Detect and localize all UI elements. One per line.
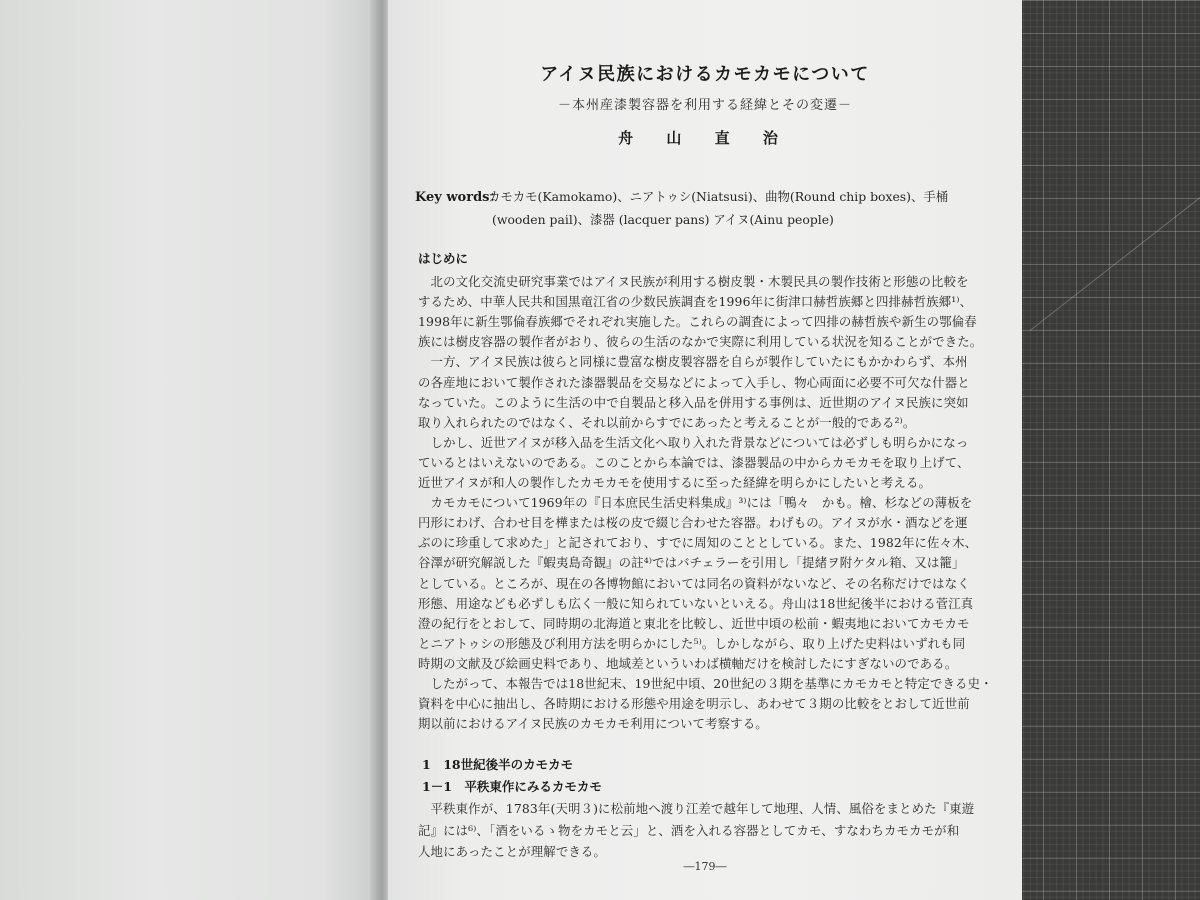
body-text-line: カモカモについて1969年の『日本庶民生活史料集成』³⁾には「鴨々 かも。檜、杉などの薄板を: [418, 495, 973, 511]
article-author: 舟 山 直 治: [618, 129, 792, 147]
body-text-line: 族には樹皮容器の製作者がおり、彼らの生活のなかで実際に利用している状況を知ることができた。: [418, 334, 983, 350]
body-text-line: 期以前におけるアイヌ民族のカモカモ利用について考察する。: [418, 716, 768, 732]
body-text-line: とニアトゥシの形態及び利用方法を明らかにした⁵⁾。しかしながら、取り上げた史料はいずれも同: [418, 635, 966, 651]
body-text-line: の各産地において製作された漆器製品を交易などによって入手し、物心両面に必要不可欠な什器と: [418, 374, 970, 390]
body-text-line: しかし、近世アイヌが移入品を生活文化へ取り入れた背景などについては必ずしも明らかになっ: [418, 434, 969, 450]
body-text-line: 取り入れられたのではなく、それ以前からすでにあったと考えることが一般的である²⁾。: [418, 414, 916, 430]
body-text-line: 時期の文献及び絵画史料であり、地域差といういわば横軸だけを検討したにすぎないのである。: [418, 655, 958, 671]
body-text-line: 谷澤が研究解説した『蝦夷島奇観』の註⁴⁾ではバチェラーを引用し「提緒ヲ附ケタル箱、又は籠」: [418, 555, 965, 571]
body-text-line: 資料を中心に抽出し、各時期における形態や用途を明示し、あわせて３期の比較をとおして近世前: [418, 696, 970, 712]
body-text-line: 一方、アイヌ民族は彼らと同様に豊富な樹皮製容器を自らが製作していたにもかかわらず、本州: [418, 354, 968, 370]
body-text-line: するため、中華人民共和国黒竜江省の少数民族調査を1996年に街津口赫哲族郷と四排赫哲族郷¹⁾、: [418, 294, 973, 310]
section-1-heading: 1 18世紀後半のカモカモ: [422, 757, 574, 772]
article-title: アイヌ民族におけるカモカモについて: [540, 64, 870, 85]
article-page: [388, 0, 1022, 900]
intro-heading: はじめに: [418, 251, 469, 266]
section-1-1-heading: 1－1 平秩東作にみるカモカモ: [422, 779, 602, 794]
article-subtitle: －本州産漆製容器を利用する経緯とその変遷－: [557, 98, 852, 113]
body-text-line: 形態、用途なども必ずしも広く一般に知られていないといえる。舟山は18世紀後半における菅江真: [418, 595, 974, 611]
keywords-line-2: (wooden pail)、漆器 (lacquer pans) アイヌ(Ainu people): [492, 212, 834, 227]
cutting-mat-guide-line: [1010, 0, 1200, 900]
body-text-line: ているとはいえないのである。このことから本論では、漆器製品の中からカモカモを取り上げて、: [418, 454, 970, 470]
body-text-line: 円形にわげ、合わせ目を樺または桜の皮で綴じ合わせた容器。わげもの。アイヌが水・酒などを運: [418, 515, 968, 531]
body-text-line: ぶのに珍重して求めた」と記されており、すでに周知のこととしている。また、1982年に佐々木、: [418, 535, 978, 551]
body-text-line: 近世アイヌが和人の製作したカモカモを使用するに至った経緯を明らかにしたいと考える。: [418, 475, 932, 490]
keywords-label: Key words：: [415, 190, 503, 205]
page-number: ―179―: [683, 860, 727, 873]
body-text-line: したがって、本報告では18世紀末、19世紀中頃、20世紀の３期を基準にカモカモと特定できる史・: [418, 676, 993, 691]
body-text-line: 1998年に新生鄂倫春族郷でそれぞれ実施した。これらの調査によって四排の赫哲族や新生の鄂倫春: [418, 314, 977, 330]
left-page-blank: [0, 0, 380, 900]
body-text-line: 人地にあったことが理解できる。: [418, 844, 606, 859]
body-text-line: 澄の紀行をとおして、同時期の北海道と東北を比較し、近世中頃の松前・蝦夷地においてカモカモ: [418, 615, 970, 631]
body-text-line: 記』には⁶⁾、「酒をいるゝ物をカモと云」と、酒を入れる容器としてカモ、すなわちカモカモが和: [418, 822, 960, 838]
body-text-line: としている。ところが、現在の各博物館においては同名の資料がないなど、その名称だけではなく: [418, 575, 970, 591]
body-text-line: なっていた。このように生活の中で自製品と移入品を併用する事例は、近世期のアイヌ民族に突如: [418, 394, 969, 410]
body-text-line: 北の文化交流史研究事業ではアイヌ民族が利用する樹皮製・木製民具の製作技術と形態の比較を: [418, 274, 969, 289]
keywords-line-1: カモカモ(Kamokamo)、ニアトゥシ(Niatsusi)、曲物(Round chip boxes)、手桶: [488, 189, 949, 204]
body-text-line: 平秩東作が、1783年(天明３)に松前地へ渡り江差で越年して地理、人情、風俗をまとめた『東遊: [418, 801, 975, 816]
